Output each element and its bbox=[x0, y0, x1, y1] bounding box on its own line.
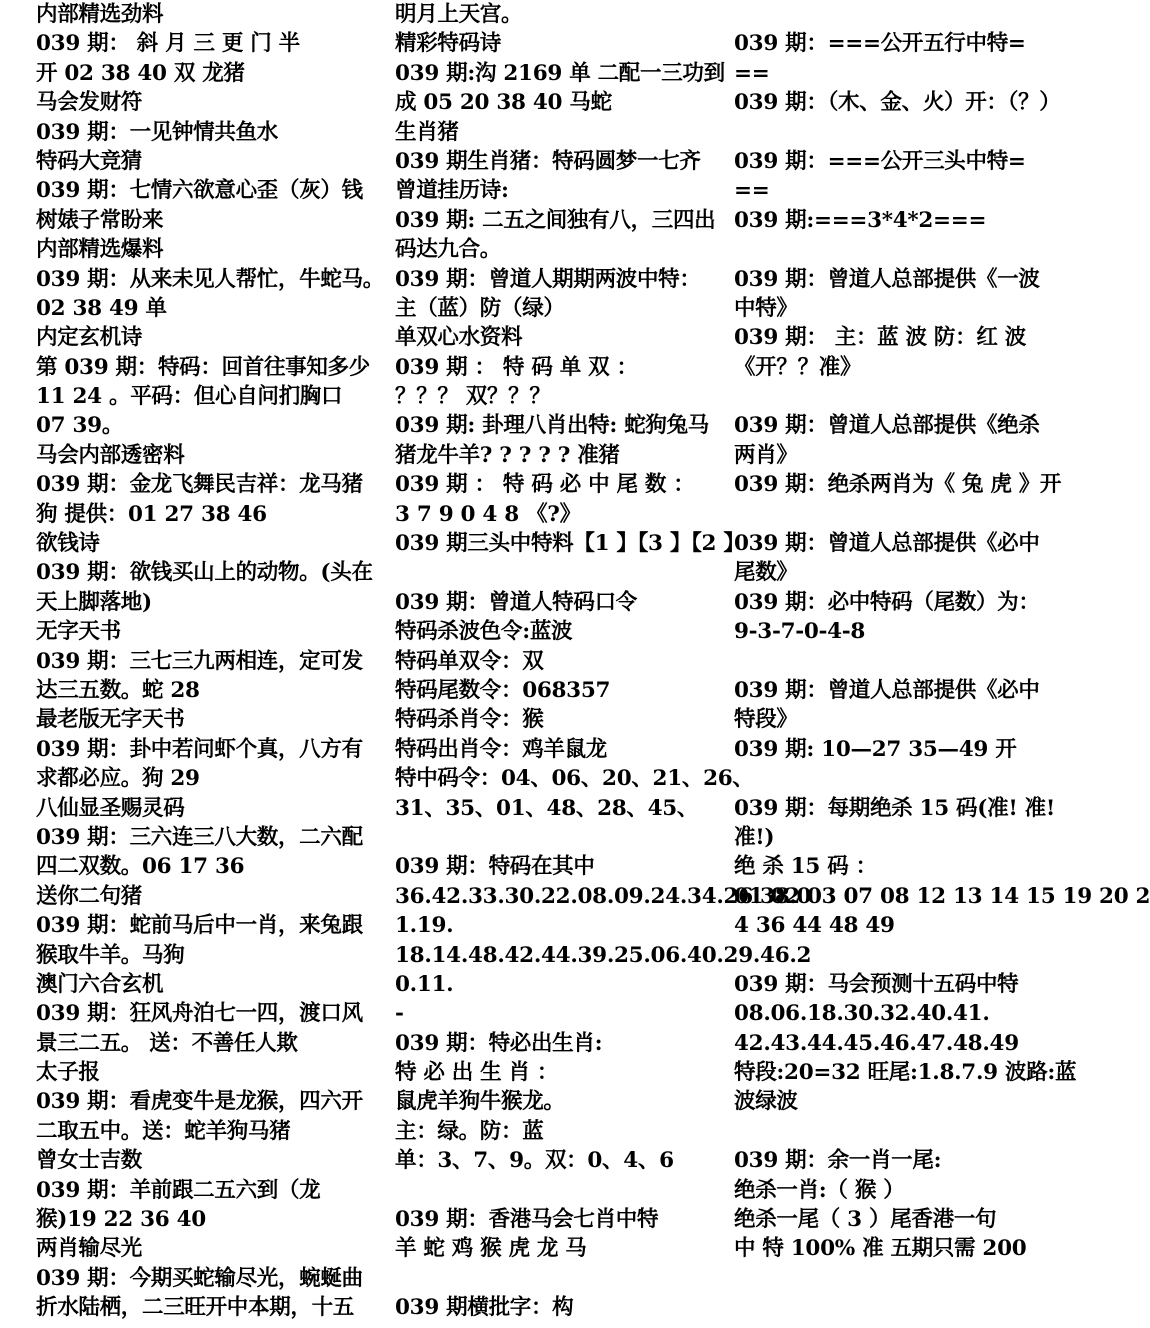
text-line: 达三五数。蛇 28 bbox=[36, 677, 200, 703]
text-line: 太子报 bbox=[36, 1060, 100, 1086]
text-line: 欲钱诗 bbox=[36, 531, 100, 557]
text-line: 039 期: 10—27 35—49 开 bbox=[734, 736, 1017, 762]
text-line: 单双心水资料 bbox=[395, 325, 523, 351]
text-line: 039 期 ： 特 码 必 中 尾 数 ： bbox=[395, 472, 695, 498]
text-line: 039 期：欲钱买山上的动物。(头在 bbox=[36, 560, 373, 586]
text-line: 039 期：===公开五行中特= bbox=[734, 31, 1026, 57]
text-line: 18.14.48.42.44.39.25.06.40.29.46.2 bbox=[395, 942, 812, 968]
text-line: 039 期横批字：构 bbox=[395, 1295, 574, 1321]
text-line: 039 期:===3*4*2=== bbox=[734, 207, 987, 233]
text-line: 特段:20=32 旺尾:1.8.7.9 波路:蓝 bbox=[734, 1060, 1077, 1086]
text-line: 马会内部透密料 bbox=[36, 442, 185, 468]
text-line: 码达九合。 bbox=[395, 237, 502, 263]
text-line: 039 期：羊前跟二五六到（龙 bbox=[36, 1177, 321, 1203]
text-line: 折水陆栖，二三旺开中本期，十五 bbox=[36, 1295, 355, 1321]
text-line bbox=[734, 647, 1064, 676]
text-line: 主（蓝）防（绿） bbox=[395, 295, 565, 321]
text-line: 039 期：蛇前马后中一肖，来兔跟 bbox=[36, 913, 363, 939]
text-line: 039 期：七情六欲意心歪（灰）钱 bbox=[36, 178, 363, 204]
text-line: 天上脚落地) bbox=[36, 589, 152, 615]
text-line: 狗 提供：01 27 38 46 bbox=[36, 501, 267, 527]
text-line bbox=[734, 1117, 1064, 1146]
text-line: 11 24 。平码：但心自问扪胸口 bbox=[36, 384, 343, 410]
text-line: 特中码令：04、06、20、21、26、 bbox=[395, 766, 754, 792]
text-line: 42.43.44.45.46.47.48.49 bbox=[734, 1030, 1019, 1056]
text-line: 039 期：每期绝杀 15 码(准! 准! bbox=[734, 795, 1055, 821]
text-line: 3 7 9 0 4 8 《?》 bbox=[395, 501, 581, 527]
text-line: 039 期： 斜 月 三 更 门 半 bbox=[36, 31, 300, 57]
column-right bbox=[734, 0, 1150, 1264]
text-line: 第 039 期：特码：回首往事知多少 bbox=[36, 354, 370, 380]
text-line: 马会发财符 bbox=[36, 90, 143, 116]
text-line: 039 期:沟 2169 单 二配一三功到 bbox=[395, 60, 725, 86]
text-line: 精彩特码诗 bbox=[395, 31, 502, 57]
text-line: 1.19. bbox=[395, 913, 454, 939]
text-line: 039 期：香港马会七肖中特 bbox=[395, 1207, 659, 1233]
text-line: 羊 蛇 鸡 猴 虎 龙 马 bbox=[395, 1236, 587, 1262]
text-line: 039 期：特码在其中 bbox=[395, 854, 595, 880]
text-line: 最老版无字天书 bbox=[36, 707, 185, 733]
text-line: 039 期生肖猪：特码圆梦一七齐 bbox=[395, 148, 701, 174]
text-line: 绝杀一肖:（ 猴 ） bbox=[734, 1177, 905, 1203]
text-line: 039 期：金龙飞舞民吉祥：龙马猪 bbox=[36, 472, 363, 498]
text-line: 明月上天宫。 bbox=[395, 2, 523, 27]
text-line: 039 期： 主：蓝 波 防：红 波 bbox=[734, 325, 1026, 351]
text-line bbox=[395, 558, 723, 587]
text-line bbox=[395, 1176, 723, 1205]
text-line: == bbox=[734, 60, 770, 86]
text-line: 绝杀一尾（ 3 ）尾香港一句 bbox=[734, 1207, 997, 1233]
text-line: 曾女士吉数 bbox=[36, 1148, 143, 1174]
text-line: 特 必 出 生 肖 ： bbox=[395, 1060, 559, 1086]
text-line: 中特》 bbox=[734, 295, 798, 321]
text-line: 039 期：狂风舟泊七一四，渡口风 bbox=[36, 1001, 363, 1027]
text-line: 039 期：曾道人总部提供《必中 bbox=[734, 531, 1040, 557]
text-line: 八仙显圣赐灵码 bbox=[36, 795, 185, 821]
text-line: 成 05 20 38 40 马蛇 bbox=[395, 90, 612, 116]
text-line: 景三二五。 送：不善任人欺 bbox=[36, 1030, 298, 1056]
text-line bbox=[734, 764, 1064, 793]
text-line: 039 期：必中特码（尾数）为： bbox=[734, 589, 1040, 615]
text-line: 039 期：曾道人总部提供《绝杀 bbox=[734, 413, 1040, 439]
text-line: 31、35、01、48、28、45、 bbox=[395, 795, 699, 821]
text-line: 039 期：曾道人期期两波中特： bbox=[395, 266, 701, 292]
text-line: == bbox=[734, 178, 770, 204]
text-line: 中 特 100% 准 五期只需 200 bbox=[734, 1236, 1027, 1262]
text-line: 鼠虎羊狗牛猴龙。 bbox=[395, 1089, 565, 1115]
text-line: ？？？ 双？？？ bbox=[395, 384, 551, 410]
text-line: 08.06.18.30.32.40.41. bbox=[734, 1001, 990, 1027]
text-line: 039 期：看虎变牛是龙猴，四六开 bbox=[36, 1089, 363, 1115]
text-line: 0.11. bbox=[395, 971, 454, 997]
text-line: 039 期：曾道人总部提供《必中 bbox=[734, 677, 1040, 703]
text-line bbox=[734, 382, 1064, 411]
text-line: 4 36 44 48 49 bbox=[734, 913, 895, 939]
text-line: 039 期：卦中若问虾个真，八方有 bbox=[36, 736, 363, 762]
text-line: 039 期三头中特料【1 】【3 】【2 】 bbox=[395, 531, 745, 557]
text-line: 主：绿。防：蓝 bbox=[395, 1118, 544, 1144]
text-line: 039 期：特必出生肖: bbox=[395, 1030, 603, 1056]
text-line: - bbox=[395, 1001, 404, 1027]
text-line bbox=[395, 823, 723, 852]
text-line: 039 期：今期买蛇输尽光，蜿蜒曲 bbox=[36, 1265, 363, 1291]
text-line: 二取五中。送：蛇羊狗马猪 bbox=[36, 1118, 291, 1144]
text-line: 澳门六合玄机 bbox=[36, 971, 164, 997]
text-line: 无字天书 bbox=[36, 619, 121, 645]
text-line: 039 期: 卦理八肖出特: 蛇狗兔马 bbox=[395, 413, 710, 439]
text-line: 两肖输尽光 bbox=[36, 1236, 143, 1262]
text-line: 特码单双令：双 bbox=[395, 648, 544, 674]
text-line: 039 期：===公开三头中特= bbox=[734, 148, 1026, 174]
text-line: 36.42.33.30.22.08.09.24.34.26.38.0 bbox=[395, 883, 812, 909]
text-line: 树婊子常盼来 bbox=[36, 207, 164, 233]
text-line: 039 期：三六连三八大数，二六配 bbox=[36, 824, 363, 850]
text-line: 两肖》 bbox=[734, 442, 798, 468]
text-line: 特码大竞猜 bbox=[36, 148, 143, 174]
text-line: 准!) bbox=[734, 824, 775, 850]
text-line bbox=[734, 500, 1064, 529]
text-line: 单：3、7、9。双：0、4、6 bbox=[395, 1148, 674, 1174]
text-line bbox=[395, 1264, 723, 1293]
text-line: 039 期 ： 特 码 单 双 ： bbox=[395, 354, 638, 380]
text-line: 尾数》 bbox=[734, 560, 798, 586]
text-line: 9-3-7-0-4-8 bbox=[734, 619, 866, 645]
text-line: 内部精选爆料 bbox=[36, 237, 164, 263]
text-line: 《开？？准》 bbox=[734, 354, 862, 380]
text-line bbox=[734, 235, 1064, 264]
text-line: 特码出肖令：鸡羊鼠龙 bbox=[395, 736, 608, 762]
text-line: 求都必应。狗 29 bbox=[36, 766, 200, 792]
column-left bbox=[36, 0, 384, 1323]
text-line: 07 39。 bbox=[36, 413, 124, 439]
text-line: 内部精选劲料 bbox=[36, 2, 164, 27]
text-line: 猴)19 22 36 40 bbox=[36, 1207, 206, 1233]
text-line: 039 期：从来未见人帮忙，牛蛇马。 bbox=[36, 266, 384, 292]
text-line: 猴取牛羊。马狗 bbox=[36, 942, 185, 968]
text-line: 02 38 49 单 bbox=[36, 295, 167, 321]
text-line: 039 期：曾道人总部提供《一波 bbox=[734, 266, 1040, 292]
text-line: 特码杀波色令:蓝波 bbox=[395, 619, 573, 645]
text-line: 曾道挂历诗: bbox=[395, 178, 509, 204]
text-line: 特码尾数令：068357 bbox=[395, 677, 611, 703]
text-line: 四二双数。06 17 36 bbox=[36, 854, 245, 880]
text-line: 039 期: 二五之间独有八，三四出 bbox=[395, 207, 716, 233]
text-line: 039 期：三七三九两相连，定可发 bbox=[36, 648, 363, 674]
text-line: 生肖猪 bbox=[395, 119, 459, 145]
text-line: 送你二句猪 bbox=[36, 883, 143, 909]
text-line bbox=[734, 118, 1064, 147]
text-line: 特段》 bbox=[734, 707, 798, 733]
text-line: 01 02 03 07 08 12 13 14 15 19 20 2 bbox=[734, 883, 1150, 909]
text-line: 039 期：一见钟情共鱼水 bbox=[36, 119, 278, 145]
text-line: 039 期：绝杀两肖为《 兔 虎 》开 bbox=[734, 472, 1062, 498]
text-line bbox=[734, 941, 1064, 970]
text-line: 波绿波 bbox=[734, 1089, 798, 1115]
text-line: 039 期：（木、金、火）开：（？） bbox=[734, 90, 1061, 116]
text-line: 内定玄机诗 bbox=[36, 325, 143, 351]
text-line: 039 期：马会预测十五码中特 bbox=[734, 971, 1019, 997]
text-line: 特码杀肖令：猴 bbox=[395, 707, 544, 733]
text-line: 039 期：曾道人特码口令 bbox=[395, 589, 637, 615]
text-line: 开 02 38 40 双 龙猪 bbox=[36, 60, 245, 86]
text-line: 猪龙牛羊? ? ? ? ? 准猪 bbox=[395, 442, 620, 468]
text-line bbox=[734, 0, 1064, 29]
text-line: 绝 杀 15 码 ： bbox=[734, 854, 877, 880]
text-line: 039 期：余一肖一尾: bbox=[734, 1148, 942, 1174]
